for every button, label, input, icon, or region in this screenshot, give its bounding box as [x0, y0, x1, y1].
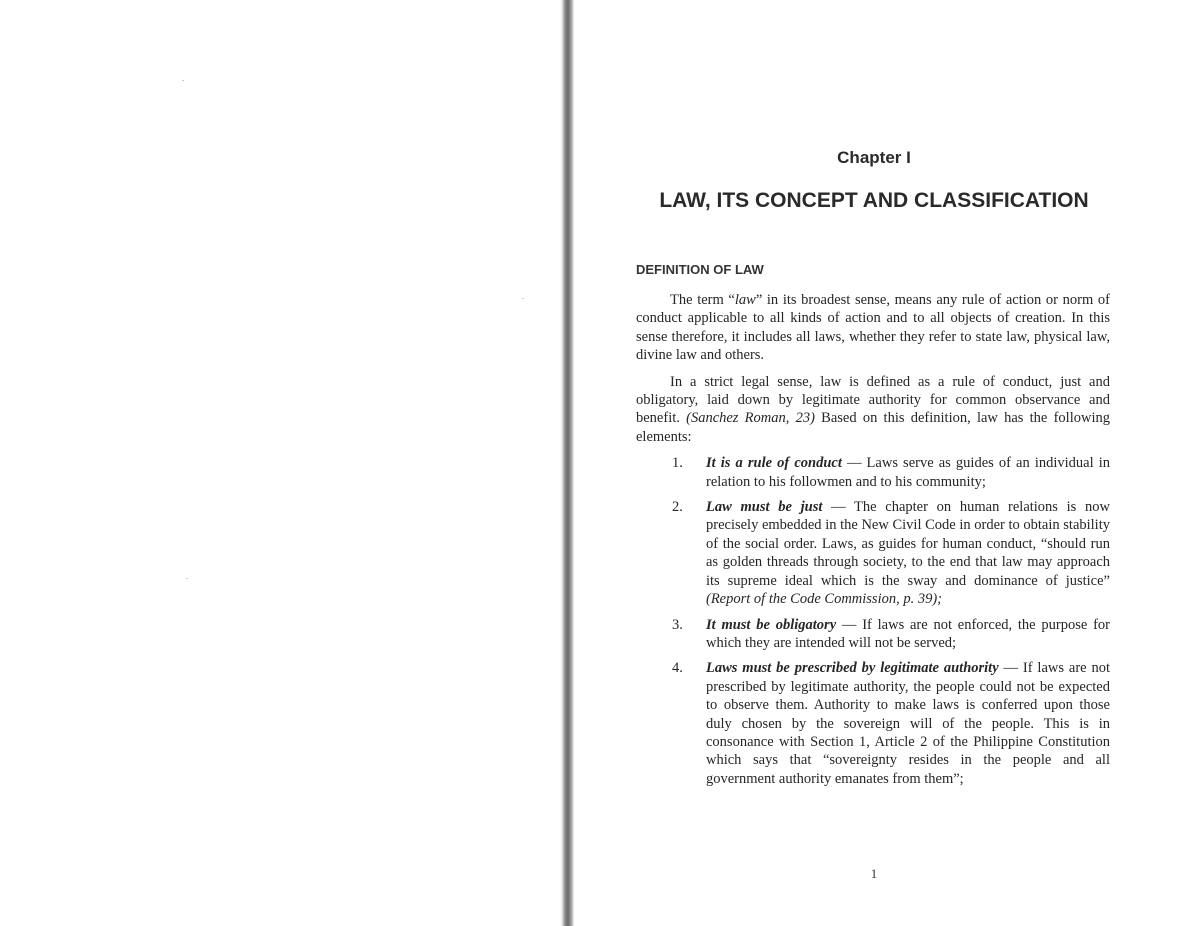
paragraph-definition-broad [636, 291, 1110, 365]
section-heading: DEFINITION OF LAW [636, 262, 764, 277]
list-item-number: 1. [672, 455, 683, 472]
right-page [574, 0, 1200, 926]
paragraph-text: Based on this definition, law has the following elements: [636, 410, 1110, 445]
book-gutter-shadow [560, 0, 574, 926]
left-page-blank [0, 0, 560, 926]
chapter-title: LAW, ITS CONCEPT AND CLASSIFICATION [659, 189, 1089, 212]
body-text [636, 291, 1110, 795]
list-item [636, 498, 1110, 608]
citation: (Sanchez Roman, 23) [686, 410, 815, 427]
list-item-lead: It must be obligatory [706, 616, 837, 633]
chapter-label: Chapter I [837, 148, 911, 167]
list-item-text: — If laws are not enforced, the purpose for which they are intended will not be served; [706, 616, 1110, 651]
list-item-number: 4. [672, 660, 683, 677]
list-item [636, 616, 1110, 653]
paper-speck [186, 578, 188, 579]
paper-speck [522, 298, 524, 299]
paragraph-text: ” in its broadest sense, means any rule of action or norm of conduct applicable to all kinds of action and to all objects of creation. In this sense therefore, it includes all laws, whether they refer to state law, physical law, divine law and others. [636, 292, 1110, 364]
paragraph-text: The term “ [670, 292, 735, 308]
list-item-text: — The chapter on human relations is now precisely embedded in the New Civil Code in order to obtain stability of the social order. Laws, as guides for human conduct, “should run as golden threads through society, to the end that law may approach its supreme ideal which is the sway and dominance of justice” [706, 499, 1111, 589]
list-item-lead: Law must be just [706, 499, 823, 516]
list-item-number: 3. [672, 616, 683, 633]
list-item [636, 454, 1110, 491]
list-item-lead: Laws must be prescribed by legitimate authority [706, 660, 999, 677]
paragraph-definition-strict [636, 373, 1110, 447]
list-item-lead: It is a rule of conduct [706, 455, 842, 472]
list-item-number: 2. [672, 499, 683, 516]
list-item-text: — Laws serve as guides of an individual in relation to his followmen and to his community; [706, 455, 1111, 490]
paper-speck [182, 80, 184, 81]
list-item-text: — If laws are not prescribed by legitimate authority, the people could not be expected to observe them. Authority to make laws is conferred upon those duly chosen by the sovereign will of the people. This is in consonance with Section 1, Article 2 of the Philippine Constitution which says that “sovereignty resides in the people and all government authority emanates from them”; [706, 660, 1110, 787]
paragraph-text: In a strict legal sense, law is defined as a rule of conduct, just and obligatory, laid down by legitimate authority for common observance and benefit. [636, 373, 1110, 427]
elements-list [636, 454, 1110, 788]
defined-term: law [734, 292, 756, 308]
citation: (Report of the Code Commission, p. 39); [706, 591, 943, 608]
list-item [636, 659, 1110, 788]
page-number: 1 [870, 866, 878, 881]
